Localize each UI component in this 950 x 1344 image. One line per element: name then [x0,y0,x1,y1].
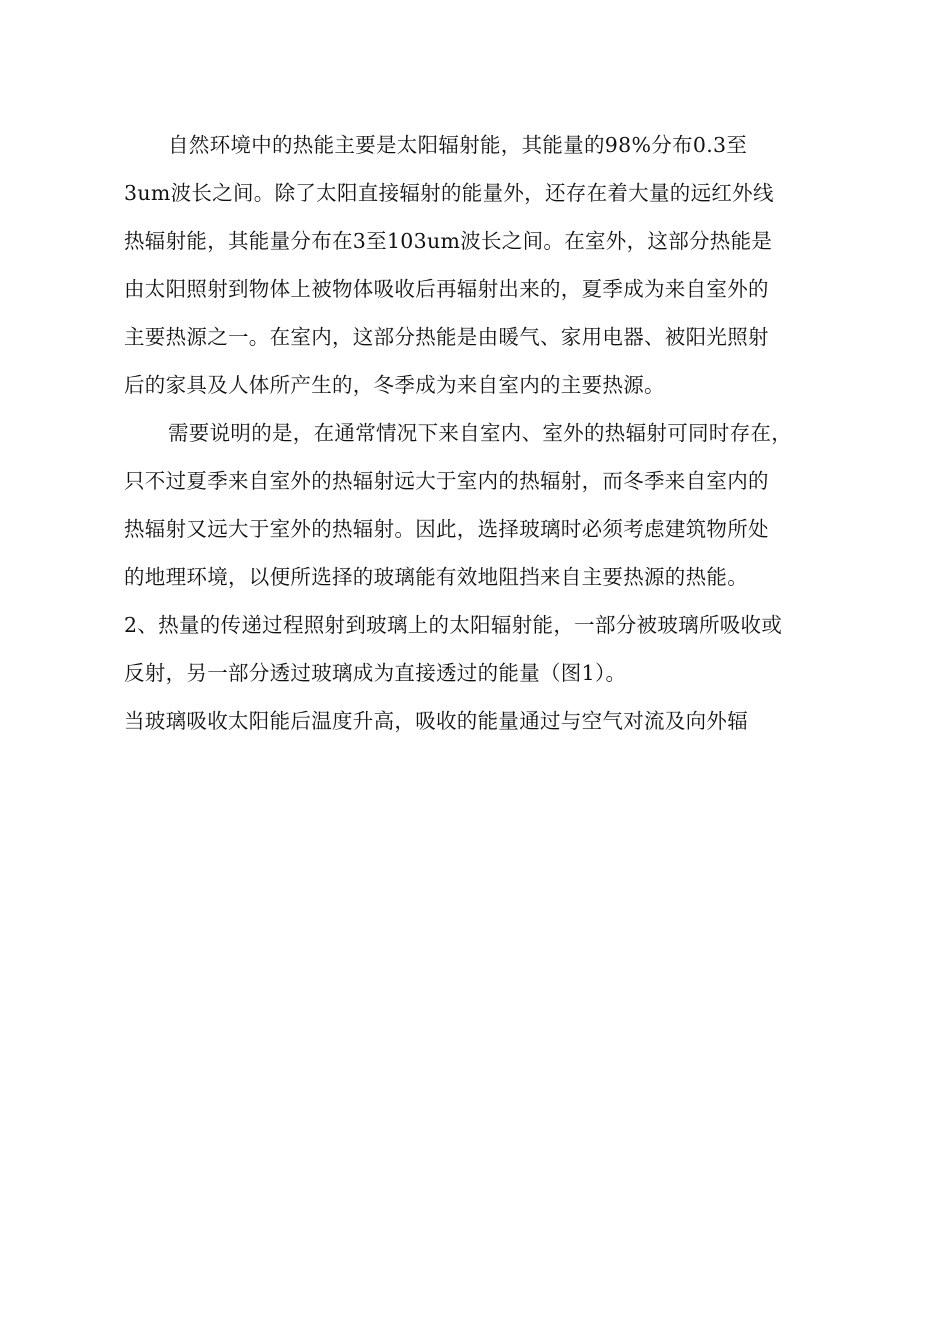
paragraph-2-line-3: 热辐射又远大于室外的热辐射。因此，选择玻璃时必须考虑建筑物所处 [124,517,769,541]
paragraph-1-line-2: 3um波长之间。除了太阳直接辐射的能量外，还存在着大量的远红外线 [124,181,774,205]
paragraph-1-line-1: 自然环境中的热能主要是太阳辐射能，其能量的98%分布0.3至 [168,133,748,157]
paragraph-2-line-1: 需要说明的是，在通常情况下来自室内、室外的热辐射可同时存在， [168,421,792,445]
paragraph-1-line-5: 主要热源之一。在室内，这部分热能是由暖气、家用电器、被阳光照射 [124,325,769,349]
paragraph-3-line-1: 2、热量的传递过程照射到玻璃上的太阳辐射能，一部分被玻璃所吸收或 [124,613,783,637]
paragraph-1-line-3: 热辐射能，其能量分布在3至103um波长之间。在室外，这部分热能是 [124,229,773,253]
paragraph-1-line-6: 后的家具及人体所产生的，冬季成为来自室内的主要热源。 [124,373,665,397]
paragraph-1-line-4: 由太阳照射到物体上被物体吸收后再辐射出来的，夏季成为来自室外的 [124,277,769,301]
paragraph-2-line-4: 的地理环境，以便所选择的玻璃能有效地阻挡来自主要热源的热能。 [124,565,748,589]
paragraph-4-line-1: 当玻璃吸收太阳能后温度升高，吸收的能量通过与空气对流及向外辐 [124,709,748,733]
paragraph-2-line-2: 只不过夏季来自室外的热辐射远大于室内的热辐射，而冬季来自室内的 [124,469,769,493]
paragraph-3-line-2: 反射，另一部分透过玻璃成为直接透过的能量（图1）。 [124,661,627,685]
